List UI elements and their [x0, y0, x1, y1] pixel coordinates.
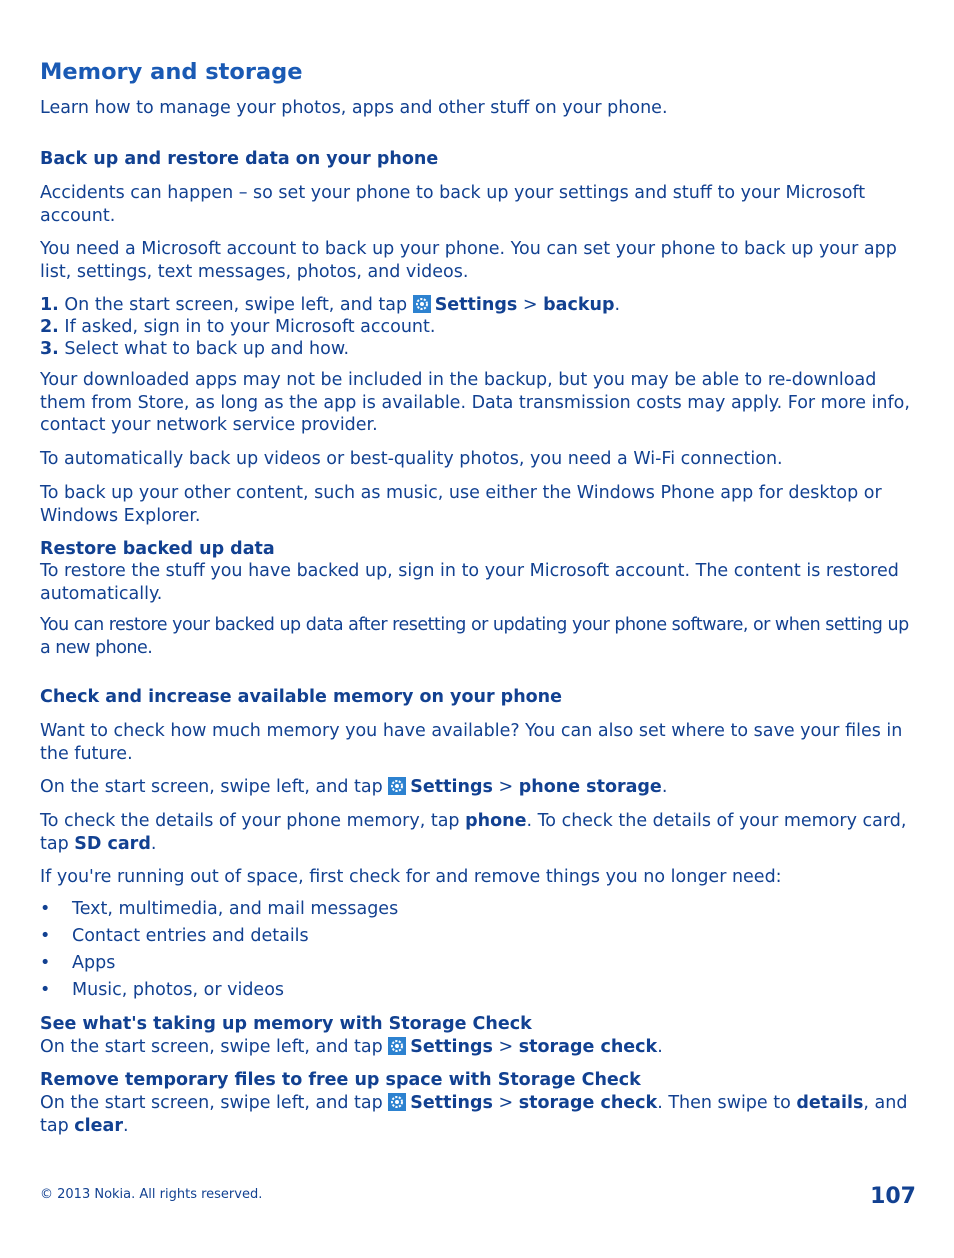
step-number: 1.	[40, 295, 59, 315]
copyright-footer: © 2013 Nokia. All rights reserved.	[40, 1187, 263, 1202]
backup-step-1: 1. On the start screen, swipe left, and tap Settings > backup.	[40, 295, 621, 315]
settings-link[interactable]: Settings	[410, 1037, 493, 1057]
storage-check-link[interactable]: storage check	[518, 1093, 658, 1113]
phone-storage-nav: On the start screen, swipe left, and tap Settings > phone storage.	[40, 777, 668, 797]
restore-heading: Restore backed up data	[40, 539, 275, 559]
memory-heading: Check and increase available memory on your phone	[40, 687, 563, 707]
settings-gear-icon	[388, 777, 406, 795]
backup-para-5: To back up your other content, such as music, use either the Windows Phone app for desktop or Windows Explorer.	[40, 483, 882, 526]
step-number: 3.	[40, 339, 59, 359]
memory-details-para: To check the details of your phone memory, tap phone. To check the details of your memory card, tap SD card.	[40, 811, 907, 854]
page-title: Memory and storage	[40, 59, 303, 85]
list-item: • Apps	[40, 950, 916, 977]
settings-link[interactable]: Settings	[434, 295, 518, 315]
storage-check-heading: See what's taking up memory with Storage Check	[40, 1014, 532, 1034]
restore-para-2: You can restore your backed up data after resetting or updating your phone software, or when setting up a new phone.	[40, 615, 909, 658]
memory-para-3: If you're running out of space, first check for and remove things you no longer need:	[40, 867, 782, 887]
settings-link[interactable]: Settings	[410, 1093, 493, 1113]
sd-card-link[interactable]: SD card	[74, 833, 151, 854]
backup-para-3: Your downloaded apps may not be included in the backup, but you may be able to re-download them from Store, as long as the app is available. Data transmission costs may apply. For more info, contact your network service provider.	[40, 370, 910, 435]
list-item: • Text, multimedia, and mail messages	[40, 896, 916, 923]
remove-temp-heading: Remove temporary files to free up space with Storage Check	[40, 1070, 641, 1090]
backup-link[interactable]: backup	[543, 295, 615, 315]
settings-gear-icon	[388, 1093, 406, 1111]
restore-para-1: To restore the stuff you have backed up, sign in to your Microsoft account. The content is restored automatically.	[40, 561, 899, 604]
backup-para-2: You need a Microsoft account to back up your phone. You can set your phone to back up your app list, settings, text messages, photos, and videos.	[40, 239, 897, 282]
backup-step-3: 3. Select what to back up and how.	[40, 339, 350, 359]
settings-gear-icon	[388, 1037, 406, 1055]
backup-para-1: Accidents can happen – so set your phone to back up your settings and stuff to your Microsoft account.	[40, 183, 866, 226]
details-link[interactable]: details	[796, 1093, 864, 1113]
phone-link[interactable]: phone	[465, 811, 527, 831]
memory-para-1: Want to check how much memory you have available? You can also set where to save your files in the future.	[40, 721, 903, 764]
page-number: 107	[870, 1184, 916, 1209]
phone-storage-link[interactable]: phone storage	[518, 777, 662, 797]
step-number: 2.	[40, 317, 59, 337]
backup-heading: Back up and restore data on your phone	[40, 149, 439, 169]
list-item: • Music, photos, or videos	[40, 977, 916, 1004]
cleanup-list	[40, 896, 916, 1004]
backup-step-2: 2. If asked, sign in to your Microsoft account.	[40, 317, 436, 337]
storage-check-nav: On the start screen, swipe left, and tap Settings > storage check.	[40, 1037, 663, 1057]
clear-link[interactable]: clear	[74, 1115, 123, 1136]
settings-link[interactable]: Settings	[410, 777, 493, 797]
storage-check-link[interactable]: storage check	[518, 1037, 658, 1057]
backup-para-4: To automatically back up videos or best-quality photos, you need a Wi-Fi connection.	[40, 449, 783, 469]
settings-gear-icon	[413, 295, 431, 313]
intro-text: Learn how to manage your photos, apps and other stuff on your phone.	[40, 98, 668, 118]
remove-temp-nav: On the start screen, swipe left, and tap Settings > storage check. Then swipe to details, and tap clear.	[40, 1093, 908, 1136]
list-item: • Contact entries and details	[40, 923, 916, 950]
